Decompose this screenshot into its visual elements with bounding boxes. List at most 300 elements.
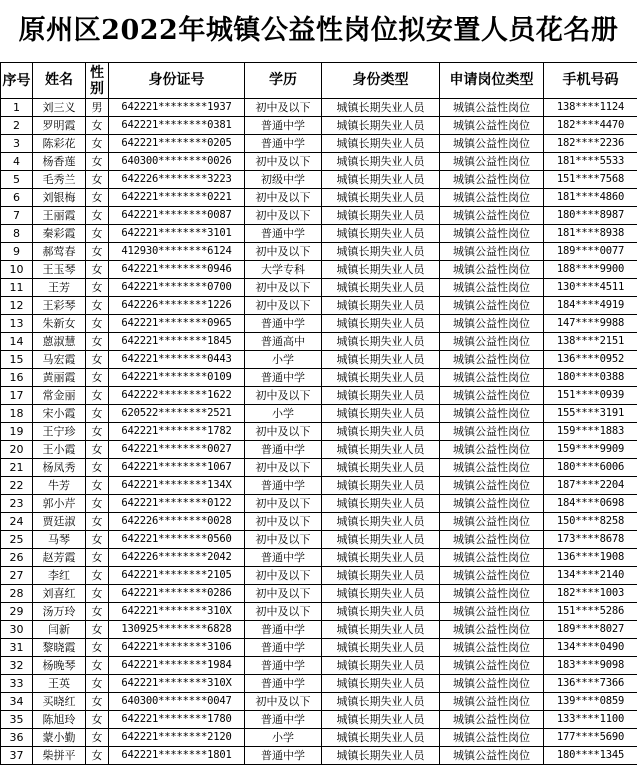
cell-index: 1 xyxy=(1,99,33,117)
cell-identity-type: 城镇长期失业人员 xyxy=(322,369,440,387)
cell-name: 杨香莲 xyxy=(33,153,86,171)
cell-position-type: 城镇公益性岗位 xyxy=(440,729,544,747)
cell-identity-type: 城镇长期失业人员 xyxy=(322,315,440,333)
cell-identity-type: 城镇长期失业人员 xyxy=(322,495,440,513)
cell-name: 刘银梅 xyxy=(33,189,86,207)
cell-education: 初中及以下 xyxy=(245,603,322,621)
table-row xyxy=(1,459,637,477)
table-row xyxy=(1,189,637,207)
cell-education: 普通中学 xyxy=(245,747,322,765)
cell-position-type: 城镇公益性岗位 xyxy=(440,477,544,495)
cell-name: 宋小霞 xyxy=(33,405,86,423)
cell-index: 32 xyxy=(1,657,33,675)
cell-education: 普通中学 xyxy=(245,117,322,135)
table-row xyxy=(1,117,637,135)
cell-name: 王芳 xyxy=(33,279,86,297)
table-row xyxy=(1,675,637,693)
cell-position-type: 城镇公益性岗位 xyxy=(440,549,544,567)
cell-identity-type: 城镇长期失业人员 xyxy=(322,423,440,441)
cell-position-type: 城镇公益性岗位 xyxy=(440,333,544,351)
cell-index: 9 xyxy=(1,243,33,261)
cell-identity-type: 城镇长期失业人员 xyxy=(322,459,440,477)
cell-id-number: 642221********1984 xyxy=(109,657,245,675)
cell-phone: 180****1345 xyxy=(544,747,637,765)
document-title: 原州区2022年城镇公益性岗位拟安置人员花名册 xyxy=(18,15,619,46)
cell-phone: 182****4470 xyxy=(544,117,637,135)
table-row xyxy=(1,585,637,603)
cell-phone: 151****0939 xyxy=(544,387,637,405)
cell-position-type: 城镇公益性岗位 xyxy=(440,261,544,279)
cell-identity-type: 城镇长期失业人员 xyxy=(322,477,440,495)
cell-phone: 183****9098 xyxy=(544,657,637,675)
cell-name: 王小霞 xyxy=(33,441,86,459)
cell-name: 常金丽 xyxy=(33,387,86,405)
cell-index: 7 xyxy=(1,207,33,225)
cell-gender: 女 xyxy=(86,495,109,513)
cell-gender: 女 xyxy=(86,441,109,459)
cell-position-type: 城镇公益性岗位 xyxy=(440,207,544,225)
cell-education: 初中及以下 xyxy=(245,243,322,261)
cell-phone: 155****3191 xyxy=(544,405,637,423)
cell-gender: 女 xyxy=(86,135,109,153)
cell-id-number: 642221********0205 xyxy=(109,135,245,153)
cell-position-type: 城镇公益性岗位 xyxy=(440,153,544,171)
cell-identity-type: 城镇长期失业人员 xyxy=(322,405,440,423)
cell-education: 小学 xyxy=(245,351,322,369)
cell-gender: 女 xyxy=(86,351,109,369)
cell-phone: 182****1003 xyxy=(544,585,637,603)
cell-gender: 女 xyxy=(86,639,109,657)
cell-id-number: 642221********1937 xyxy=(109,99,245,117)
roster-table xyxy=(0,62,637,765)
cell-identity-type: 城镇长期失业人员 xyxy=(322,351,440,369)
cell-position-type: 城镇公益性岗位 xyxy=(440,315,544,333)
cell-id-number: 642221********310X xyxy=(109,675,245,693)
cell-name: 柴拼平 xyxy=(33,747,86,765)
table-row xyxy=(1,477,637,495)
cell-id-number: 642221********0946 xyxy=(109,261,245,279)
cell-name: 毛秀兰 xyxy=(33,171,86,189)
cell-education: 初中及以下 xyxy=(245,585,322,603)
cell-gender: 女 xyxy=(86,693,109,711)
cell-education: 普通高中 xyxy=(245,333,322,351)
cell-name: 王丽霞 xyxy=(33,207,86,225)
cell-phone: 136****0952 xyxy=(544,351,637,369)
cell-id-number: 642222********1622 xyxy=(109,387,245,405)
cell-position-type: 城镇公益性岗位 xyxy=(440,693,544,711)
cell-gender: 女 xyxy=(86,117,109,135)
cell-index: 19 xyxy=(1,423,33,441)
cell-phone: 180****8987 xyxy=(544,207,637,225)
cell-gender: 女 xyxy=(86,153,109,171)
cell-gender: 女 xyxy=(86,603,109,621)
cell-education: 普通中学 xyxy=(245,621,322,639)
cell-identity-type: 城镇长期失业人员 xyxy=(322,657,440,675)
cell-gender: 女 xyxy=(86,315,109,333)
cell-name: 买晓红 xyxy=(33,693,86,711)
cell-name: 马琴 xyxy=(33,531,86,549)
cell-index: 37 xyxy=(1,747,33,765)
cell-education: 普通中学 xyxy=(245,639,322,657)
cell-gender: 女 xyxy=(86,405,109,423)
table-row xyxy=(1,279,637,297)
cell-gender: 女 xyxy=(86,675,109,693)
cell-phone: 187****2204 xyxy=(544,477,637,495)
cell-phone: 180****0388 xyxy=(544,369,637,387)
cell-index: 33 xyxy=(1,675,33,693)
cell-name: 贾廷淑 xyxy=(33,513,86,531)
cell-id-number: 642221********0560 xyxy=(109,531,245,549)
cell-id-number: 640300********0026 xyxy=(109,153,245,171)
cell-phone: 177****5690 xyxy=(544,729,637,747)
cell-identity-type: 城镇长期失业人员 xyxy=(322,513,440,531)
cell-name: 黎晓霞 xyxy=(33,639,86,657)
table-row xyxy=(1,387,637,405)
cell-name: 郭小芹 xyxy=(33,495,86,513)
table-row xyxy=(1,513,637,531)
cell-position-type: 城镇公益性岗位 xyxy=(440,513,544,531)
cell-phone: 188****9900 xyxy=(544,261,637,279)
cell-gender: 女 xyxy=(86,207,109,225)
table-row xyxy=(1,621,637,639)
cell-education: 初中及以下 xyxy=(245,423,322,441)
cell-identity-type: 城镇长期失业人员 xyxy=(322,585,440,603)
header-row xyxy=(1,63,637,99)
cell-id-number: 642226********2042 xyxy=(109,549,245,567)
cell-gender: 女 xyxy=(86,621,109,639)
cell-education: 小学 xyxy=(245,405,322,423)
cell-name: 李红 xyxy=(33,567,86,585)
cell-gender: 女 xyxy=(86,297,109,315)
cell-identity-type: 城镇长期失业人员 xyxy=(322,441,440,459)
cell-position-type: 城镇公益性岗位 xyxy=(440,495,544,513)
cell-gender: 女 xyxy=(86,369,109,387)
cell-phone: 181****4860 xyxy=(544,189,637,207)
cell-position-type: 城镇公益性岗位 xyxy=(440,117,544,135)
cell-identity-type: 城镇长期失业人员 xyxy=(322,117,440,135)
cell-position-type: 城镇公益性岗位 xyxy=(440,657,544,675)
cell-identity-type: 城镇长期失业人员 xyxy=(322,279,440,297)
cell-position-type: 城镇公益性岗位 xyxy=(440,639,544,657)
cell-position-type: 城镇公益性岗位 xyxy=(440,675,544,693)
cell-gender: 女 xyxy=(86,423,109,441)
cell-identity-type: 城镇长期失业人员 xyxy=(322,387,440,405)
cell-index: 8 xyxy=(1,225,33,243)
cell-id-number: 130925********6828 xyxy=(109,621,245,639)
cell-position-type: 城镇公益性岗位 xyxy=(440,189,544,207)
cell-index: 24 xyxy=(1,513,33,531)
cell-gender: 女 xyxy=(86,585,109,603)
cell-phone: 184****4919 xyxy=(544,297,637,315)
cell-education: 初中及以下 xyxy=(245,693,322,711)
cell-gender: 女 xyxy=(86,549,109,567)
cell-education: 初中及以下 xyxy=(245,567,322,585)
cell-position-type: 城镇公益性岗位 xyxy=(440,135,544,153)
cell-index: 36 xyxy=(1,729,33,747)
cell-position-type: 城镇公益性岗位 xyxy=(440,423,544,441)
cell-index: 26 xyxy=(1,549,33,567)
cell-identity-type: 城镇长期失业人员 xyxy=(322,135,440,153)
cell-gender: 女 xyxy=(86,387,109,405)
cell-index: 2 xyxy=(1,117,33,135)
cell-index: 29 xyxy=(1,603,33,621)
cell-phone: 134****0490 xyxy=(544,639,637,657)
cell-name: 朱新女 xyxy=(33,315,86,333)
cell-id-number: 642226********3223 xyxy=(109,171,245,189)
cell-phone: 182****2236 xyxy=(544,135,637,153)
cell-index: 6 xyxy=(1,189,33,207)
cell-identity-type: 城镇长期失业人员 xyxy=(322,171,440,189)
cell-identity-type: 城镇长期失业人员 xyxy=(322,243,440,261)
cell-education: 大学专科 xyxy=(245,261,322,279)
cell-phone: 173****8678 xyxy=(544,531,637,549)
cell-phone: 151****7568 xyxy=(544,171,637,189)
cell-phone: 159****9909 xyxy=(544,441,637,459)
table-row xyxy=(1,351,637,369)
cell-index: 27 xyxy=(1,567,33,585)
cell-identity-type: 城镇长期失业人员 xyxy=(322,225,440,243)
table-row xyxy=(1,711,637,729)
cell-education: 初中及以下 xyxy=(245,513,322,531)
table-row xyxy=(1,567,637,585)
cell-id-number: 642221********0700 xyxy=(109,279,245,297)
cell-name: 王彩琴 xyxy=(33,297,86,315)
cell-education: 普通中学 xyxy=(245,135,322,153)
cell-phone: 151****5286 xyxy=(544,603,637,621)
header-index: 序号 xyxy=(1,63,33,99)
cell-education: 普通中学 xyxy=(245,477,322,495)
cell-index: 28 xyxy=(1,585,33,603)
cell-index: 14 xyxy=(1,333,33,351)
cell-position-type: 城镇公益性岗位 xyxy=(440,225,544,243)
table-row xyxy=(1,603,637,621)
cell-id-number: 642226********1226 xyxy=(109,297,245,315)
header-position-type: 申请岗位类型 xyxy=(440,63,544,99)
cell-position-type: 城镇公益性岗位 xyxy=(440,459,544,477)
cell-id-number: 412930********6124 xyxy=(109,243,245,261)
table-row xyxy=(1,639,637,657)
cell-id-number: 642226********0028 xyxy=(109,513,245,531)
cell-id-number: 642221********3101 xyxy=(109,225,245,243)
cell-position-type: 城镇公益性岗位 xyxy=(440,711,544,729)
cell-gender: 女 xyxy=(86,279,109,297)
table-row xyxy=(1,207,637,225)
cell-name: 罗明霞 xyxy=(33,117,86,135)
cell-identity-type: 城镇长期失业人员 xyxy=(322,261,440,279)
cell-name: 蒙小勤 xyxy=(33,729,86,747)
cell-gender: 女 xyxy=(86,261,109,279)
cell-id-number: 640300********0047 xyxy=(109,693,245,711)
cell-identity-type: 城镇长期失业人员 xyxy=(322,99,440,117)
cell-education: 初中及以下 xyxy=(245,531,322,549)
cell-index: 16 xyxy=(1,369,33,387)
table-row xyxy=(1,495,637,513)
cell-identity-type: 城镇长期失业人员 xyxy=(322,549,440,567)
cell-phone: 138****1124 xyxy=(544,99,637,117)
cell-phone: 133****1100 xyxy=(544,711,637,729)
cell-index: 25 xyxy=(1,531,33,549)
cell-phone: 139****0859 xyxy=(544,693,637,711)
cell-education: 初中及以下 xyxy=(245,153,322,171)
cell-identity-type: 城镇长期失业人员 xyxy=(322,531,440,549)
cell-gender: 女 xyxy=(86,567,109,585)
cell-index: 21 xyxy=(1,459,33,477)
table-row xyxy=(1,297,637,315)
cell-gender: 女 xyxy=(86,747,109,765)
table-row xyxy=(1,225,637,243)
header-id-number: 身份证号 xyxy=(109,63,245,99)
cell-id-number: 642221********2105 xyxy=(109,567,245,585)
cell-phone: 180****6006 xyxy=(544,459,637,477)
cell-gender: 女 xyxy=(86,333,109,351)
cell-phone: 130****4511 xyxy=(544,279,637,297)
cell-id-number: 642221********1845 xyxy=(109,333,245,351)
cell-gender: 女 xyxy=(86,477,109,495)
header-education: 学历 xyxy=(245,63,322,99)
table-row xyxy=(1,135,637,153)
cell-gender: 女 xyxy=(86,711,109,729)
header-identity-type: 身份类型 xyxy=(322,63,440,99)
cell-index: 13 xyxy=(1,315,33,333)
cell-id-number: 642221********0122 xyxy=(109,495,245,513)
table-row xyxy=(1,531,637,549)
cell-phone: 181****8938 xyxy=(544,225,637,243)
cell-gender: 男 xyxy=(86,99,109,117)
cell-name: 陈彩花 xyxy=(33,135,86,153)
cell-position-type: 城镇公益性岗位 xyxy=(440,621,544,639)
cell-id-number: 642221********0027 xyxy=(109,441,245,459)
cell-position-type: 城镇公益性岗位 xyxy=(440,351,544,369)
cell-name: 陈旭玲 xyxy=(33,711,86,729)
cell-name: 蒽淑慧 xyxy=(33,333,86,351)
cell-gender: 女 xyxy=(86,531,109,549)
table-row xyxy=(1,315,637,333)
cell-name: 闫新 xyxy=(33,621,86,639)
cell-identity-type: 城镇长期失业人员 xyxy=(322,729,440,747)
table-row xyxy=(1,729,637,747)
table-row xyxy=(1,333,637,351)
cell-name: 杨凤秀 xyxy=(33,459,86,477)
cell-index: 23 xyxy=(1,495,33,513)
cell-identity-type: 城镇长期失业人员 xyxy=(322,675,440,693)
cell-position-type: 城镇公益性岗位 xyxy=(440,603,544,621)
cell-education: 普通中学 xyxy=(245,315,322,333)
cell-education: 初中及以下 xyxy=(245,297,322,315)
cell-id-number: 642221********0221 xyxy=(109,189,245,207)
cell-identity-type: 城镇长期失业人员 xyxy=(322,747,440,765)
cell-name: 黄丽霞 xyxy=(33,369,86,387)
cell-name: 王玉琴 xyxy=(33,261,86,279)
cell-name: 刘三义 xyxy=(33,99,86,117)
cell-education: 初级中学 xyxy=(245,171,322,189)
header-name: 姓名 xyxy=(33,63,86,99)
table-row xyxy=(1,369,637,387)
cell-name: 刘喜红 xyxy=(33,585,86,603)
cell-phone: 150****8258 xyxy=(544,513,637,531)
cell-education: 普通中学 xyxy=(245,369,322,387)
cell-gender: 女 xyxy=(86,513,109,531)
cell-position-type: 城镇公益性岗位 xyxy=(440,585,544,603)
cell-id-number: 620522********2521 xyxy=(109,405,245,423)
cell-index: 5 xyxy=(1,171,33,189)
cell-name: 汤万玲 xyxy=(33,603,86,621)
cell-id-number: 642221********1780 xyxy=(109,711,245,729)
cell-identity-type: 城镇长期失业人员 xyxy=(322,711,440,729)
cell-gender: 女 xyxy=(86,225,109,243)
cell-identity-type: 城镇长期失业人员 xyxy=(322,639,440,657)
cell-id-number: 642221********1801 xyxy=(109,747,245,765)
cell-identity-type: 城镇长期失业人员 xyxy=(322,153,440,171)
cell-id-number: 642221********1067 xyxy=(109,459,245,477)
cell-index: 18 xyxy=(1,405,33,423)
cell-education: 普通中学 xyxy=(245,711,322,729)
cell-phone: 147****9988 xyxy=(544,315,637,333)
cell-position-type: 城镇公益性岗位 xyxy=(440,99,544,117)
cell-name: 赵芳霞 xyxy=(33,549,86,567)
table-row xyxy=(1,747,637,765)
table-row xyxy=(1,171,637,189)
cell-education: 普通中学 xyxy=(245,657,322,675)
cell-gender: 女 xyxy=(86,171,109,189)
cell-name: 王宁珍 xyxy=(33,423,86,441)
table-row xyxy=(1,261,637,279)
header-phone: 手机号码 xyxy=(544,63,637,99)
cell-position-type: 城镇公益性岗位 xyxy=(440,531,544,549)
cell-index: 34 xyxy=(1,693,33,711)
cell-position-type: 城镇公益性岗位 xyxy=(440,369,544,387)
cell-gender: 女 xyxy=(86,657,109,675)
table-row xyxy=(1,441,637,459)
table-row xyxy=(1,99,637,117)
cell-position-type: 城镇公益性岗位 xyxy=(440,441,544,459)
cell-id-number: 642221********2120 xyxy=(109,729,245,747)
header-gender: 性别 xyxy=(86,63,109,99)
cell-position-type: 城镇公益性岗位 xyxy=(440,387,544,405)
cell-name: 杨晚琴 xyxy=(33,657,86,675)
cell-education: 小学 xyxy=(245,729,322,747)
cell-index: 35 xyxy=(1,711,33,729)
cell-id-number: 642221********0443 xyxy=(109,351,245,369)
table-row xyxy=(1,405,637,423)
cell-education: 初中及以下 xyxy=(245,279,322,297)
cell-index: 10 xyxy=(1,261,33,279)
table-row xyxy=(1,153,637,171)
table-row xyxy=(1,657,637,675)
cell-index: 15 xyxy=(1,351,33,369)
cell-phone: 136****7366 xyxy=(544,675,637,693)
cell-identity-type: 城镇长期失业人员 xyxy=(322,621,440,639)
cell-education: 普通中学 xyxy=(245,675,322,693)
cell-index: 30 xyxy=(1,621,33,639)
cell-id-number: 642221********0965 xyxy=(109,315,245,333)
cell-id-number: 642221********0286 xyxy=(109,585,245,603)
cell-gender: 女 xyxy=(86,189,109,207)
cell-position-type: 城镇公益性岗位 xyxy=(440,747,544,765)
cell-identity-type: 城镇长期失业人员 xyxy=(322,189,440,207)
cell-identity-type: 城镇长期失业人员 xyxy=(322,333,440,351)
cell-education: 普通中学 xyxy=(245,225,322,243)
cell-education: 初中及以下 xyxy=(245,459,322,477)
table-row xyxy=(1,693,637,711)
cell-education: 初中及以下 xyxy=(245,99,322,117)
cell-phone: 138****2151 xyxy=(544,333,637,351)
cell-index: 22 xyxy=(1,477,33,495)
cell-position-type: 城镇公益性岗位 xyxy=(440,171,544,189)
table-row xyxy=(1,423,637,441)
cell-id-number: 642221********0109 xyxy=(109,369,245,387)
cell-position-type: 城镇公益性岗位 xyxy=(440,405,544,423)
cell-identity-type: 城镇长期失业人员 xyxy=(322,207,440,225)
